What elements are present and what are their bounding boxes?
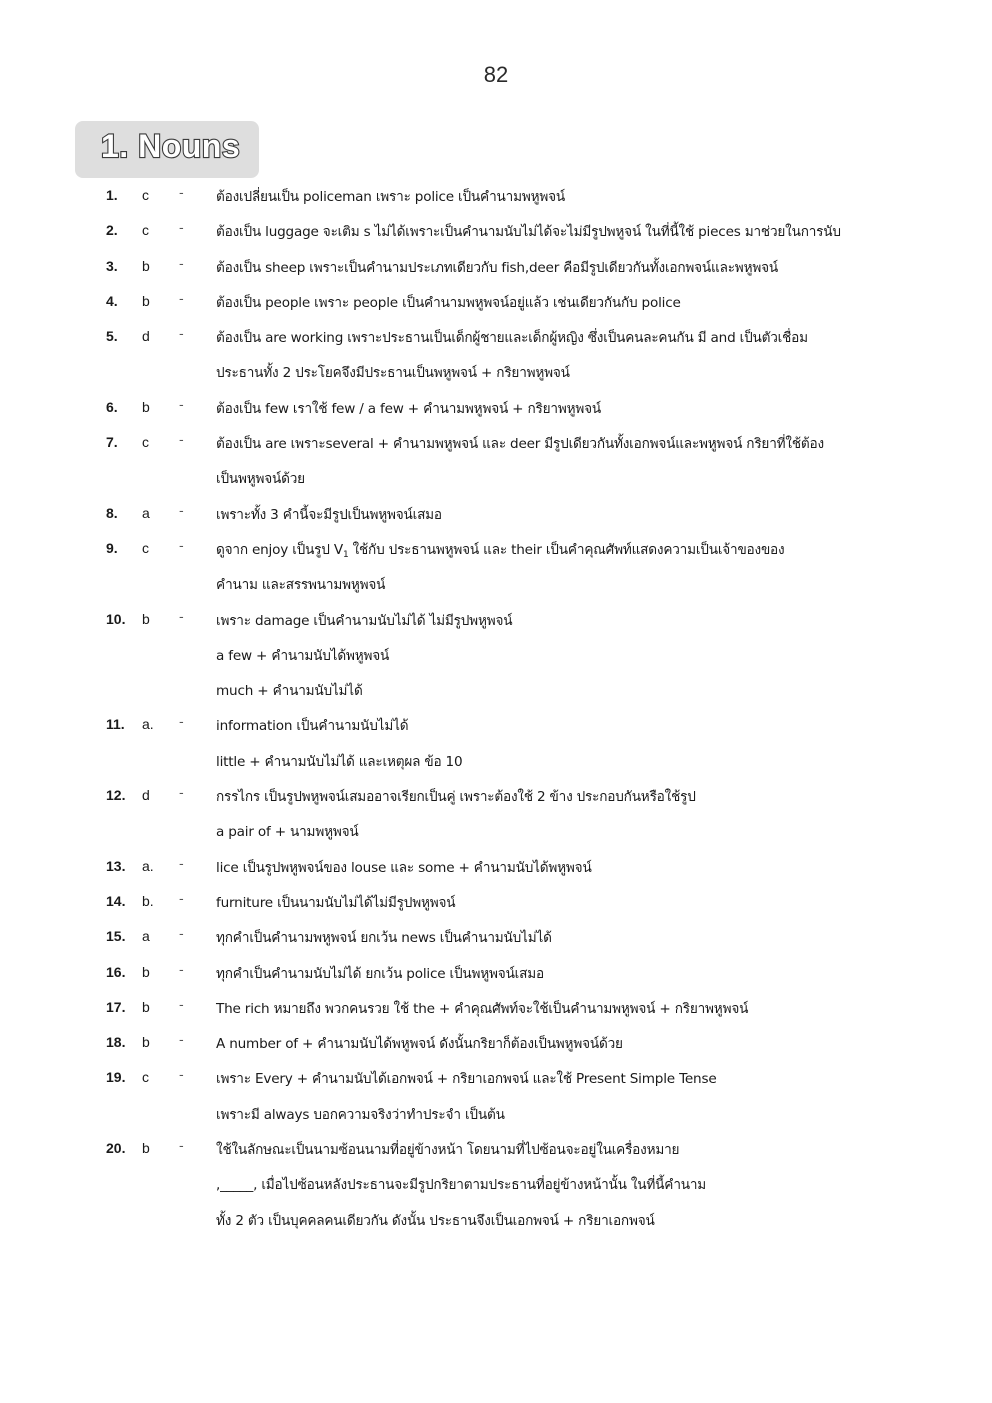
answer-choice: a xyxy=(142,504,150,521)
explanation-text: little + คำนามนับไม่ได้ และเหตุผล ข้อ 10 xyxy=(216,753,463,770)
answer-item xyxy=(0,1061,992,1096)
answer-item-continuation xyxy=(0,744,992,779)
dash-separator: - xyxy=(179,891,184,907)
explanation-text: ใช้ในลักษณะเป็นนามซ้อนนามที่อยู่ข้างหน้า โดยนามที่ไปซ้อนจะอยู่ในเครื่องหมาย xyxy=(216,1142,680,1159)
dash-separator: - xyxy=(179,962,184,978)
explanation-text: ต้องเป็น people เพราะ people เป็นคำนามพหูพจน์อยู่แล้ว เช่นเดียวกันกับ police xyxy=(216,294,681,311)
answer-number: 19. xyxy=(106,1069,126,1086)
answer-item-continuation xyxy=(0,1203,992,1238)
dash-separator: - xyxy=(179,221,184,237)
answer-number: 2. xyxy=(106,222,118,239)
explanation-text: a pair of + นามพหูพจน์ xyxy=(216,824,359,841)
explanation-text-part: ดูจาก enjoy เป็นรูป V xyxy=(216,541,343,558)
answer-number: 14. xyxy=(106,892,126,909)
answer-item-continuation xyxy=(0,1097,992,1132)
explanation-text: ต้องเป็น are เพราะseveral + คำนามพหูพจน์ และ deer มีรูปเดียวกันทั้งเอกพจน์และพหูพจน์ กริยาที่ใช้ต้อง xyxy=(216,436,824,453)
explanation-text: ทั้ง 2 ตัว เป็นบุคคลคนเดียวกัน ดังนั้น ประธานจึงเป็นเอกพจน์ + กริยาเอกพจน์ xyxy=(216,1212,655,1229)
explanation-text-part: ใช้กับ ประธานพหูพจน์ และ their เป็นคำคุณศัพท์แสดงความเป็นเจ้าของของ xyxy=(348,541,785,558)
dash-separator: - xyxy=(179,856,184,872)
answer-choice: a. xyxy=(142,857,154,874)
page-number: 82 xyxy=(483,62,509,87)
answer-item xyxy=(0,214,992,249)
answer-choice: b xyxy=(142,1034,150,1051)
answer-choice: b. xyxy=(142,892,154,909)
explanation-text xyxy=(216,538,784,560)
answer-choice: b xyxy=(142,292,150,309)
answer-item-continuation xyxy=(0,673,992,708)
answer-number: 6. xyxy=(106,398,118,415)
explanation-text: A number of + คำนามนับได้พหูพจน์ ดังนั้นกริยาก็ต้องเป็นพหูพจน์ด้วย xyxy=(216,1036,623,1053)
answer-choice: a. xyxy=(142,716,154,733)
answer-item-continuation xyxy=(0,1167,992,1202)
answer-item xyxy=(0,850,992,885)
answer-number: 3. xyxy=(106,257,118,274)
explanation-text: ต้องเป็น luggage จะเติม s ไม่ได้เพราะเป็นคำนามนับไม่ได้จะไม่มีรูปพหูจน์ ในที่นี้ใช้ pieces มาช่วยในการนับ xyxy=(216,224,841,241)
answer-item xyxy=(0,1132,992,1167)
explanation-text: ทุกคำเป็นคำนามพหูพจน์ ยกเว้น news เป็นคำนามนับไม่ได้ xyxy=(216,930,552,947)
answer-item xyxy=(0,179,992,214)
answer-number: 5. xyxy=(106,328,118,345)
answer-choice: c xyxy=(142,222,149,239)
answer-choice: d xyxy=(142,328,150,345)
dash-separator: - xyxy=(179,433,184,449)
answer-number: 1. xyxy=(106,187,118,203)
dash-separator: - xyxy=(179,256,184,272)
answer-number: 12. xyxy=(106,787,126,804)
section-title-badge xyxy=(75,121,259,178)
dash-separator: - xyxy=(179,327,184,343)
explanation-text: คำนาม และสรรพนามพหูพจน์ xyxy=(216,577,386,594)
explanation-text: ต้องเปลี่ยนเป็น policeman เพราะ police เป็นคำนามพหูพจน์ xyxy=(216,189,565,205)
answer-choice: b xyxy=(142,610,150,627)
dash-separator: - xyxy=(179,503,184,519)
explanation-text: ประธานทั้ง 2 ประโยคจึงมีประธานเป็นพหูพจน์ + กริยาพหูพจน์ xyxy=(216,365,570,382)
section-title: 1. Nouns xyxy=(101,128,241,164)
answer-choice: c xyxy=(142,434,149,451)
answer-item xyxy=(0,250,992,285)
subscript: 1 xyxy=(342,549,349,560)
explanation-text: ต้องเป็น few เราใช้ few / a few + คำนามพหูพจน์ + กริยาพหูพจน์ xyxy=(216,400,601,417)
answer-choice: c xyxy=(142,539,149,556)
dash-separator: - xyxy=(179,291,184,307)
dash-separator: - xyxy=(179,609,184,625)
answer-choice: b xyxy=(142,998,150,1015)
answer-item-continuation xyxy=(0,638,992,673)
answer-item xyxy=(0,426,992,461)
answer-item xyxy=(0,920,992,955)
explanation-text: เพราะมี always บอกความจริงว่าทำประจำ เป็นต้น xyxy=(216,1106,505,1123)
answer-number: 17. xyxy=(106,998,126,1015)
explanation-text: lice เป็นรูปพหูพจน์ของ louse และ some + คำนามนับได้พหูพจน์ xyxy=(216,859,592,876)
answer-item xyxy=(0,391,992,426)
dash-separator: - xyxy=(179,927,184,943)
dash-separator: - xyxy=(179,1033,184,1049)
answer-number: 13. xyxy=(106,857,126,874)
explanation-text: ต้องเป็น sheep เพราะเป็นคำนามประเภทเดียวกับ fish,deer คือมีรูปเดียวกันทั้งเอกพจน์และพหูพจน์ xyxy=(216,259,778,276)
answer-number: 10. xyxy=(106,610,126,627)
dash-separator: - xyxy=(179,186,184,201)
answer-item xyxy=(0,320,992,355)
answer-number: 18. xyxy=(106,1034,126,1051)
dash-separator: - xyxy=(179,786,184,802)
answer-number: 8. xyxy=(106,504,118,521)
answer-item-continuation xyxy=(0,814,992,849)
answer-item xyxy=(0,1026,992,1061)
answer-item xyxy=(0,497,992,532)
explanation-text: กรรไกร เป็นรูปพหูพจน์เสมออาจเรียกเป็นคู่ เพราะต้องใช้ 2 ข้าง ประกอบกันหรือใช้รูป xyxy=(216,789,696,806)
explanation-text: information เป็นคำนามนับไม่ได้ xyxy=(216,718,409,735)
explanation-text: เพราะ damage เป็นคำนามนับไม่ได้ ไม่มีรูปพหูพจน์ xyxy=(216,612,513,629)
answer-number: 7. xyxy=(106,434,118,451)
answer-item xyxy=(0,708,992,743)
explanation-text: เป็นพหูพจน์ด้วย xyxy=(216,471,305,488)
answer-choice: a xyxy=(142,928,150,945)
answer-choice: c xyxy=(142,1069,149,1086)
answer-choice: c xyxy=(142,187,149,203)
answer-choice: b xyxy=(142,398,150,415)
explanation-text: ทุกคำเป็นคำนามนับไม่ได้ ยกเว้น police เป็นพหูพจน์เสมอ xyxy=(216,965,544,982)
answer-item-continuation xyxy=(0,461,992,496)
answer-choice: b xyxy=(142,963,150,980)
answer-item xyxy=(0,956,992,991)
answer-item xyxy=(0,285,992,320)
explanation-text: a few + คำนามนับได้พหูพจน์ xyxy=(216,647,390,664)
answer-item xyxy=(0,779,992,814)
answer-choice: b xyxy=(142,1140,150,1157)
explanation-text: The rich หมายถึง พวกคนรวย ใช้ the + คำคุณศัพท์จะใช้เป็นคำนามพหูพจน์ + กริยาพหูพจน์ xyxy=(216,1000,749,1017)
answer-number: 16. xyxy=(106,963,126,980)
dash-separator: - xyxy=(179,997,184,1013)
dash-separator: - xyxy=(179,1068,184,1084)
answer-choice: d xyxy=(142,787,150,804)
dash-separator: - xyxy=(179,715,184,731)
answer-item xyxy=(0,991,992,1026)
answer-item xyxy=(0,603,992,638)
explanation-text: ,_____, เมื่อไปซ้อนหลังประธานจะมีรูปกริยาตามประธานที่อยู่ข้างหน้านั้น ในที่นี้คำนาม xyxy=(216,1177,707,1194)
answer-item-continuation xyxy=(0,355,992,390)
answer-choice: b xyxy=(142,257,150,274)
explanation-text: เพราะ Every + คำนามนับได้เอกพจน์ + กริยาเอกพจน์ และใช้ Present Simple Tense xyxy=(216,1071,717,1088)
answer-number: 20. xyxy=(106,1140,126,1157)
answer-item xyxy=(0,532,992,567)
dash-separator: - xyxy=(179,538,184,554)
answer-list xyxy=(0,179,992,1238)
answer-number: 4. xyxy=(106,292,118,309)
explanation-text: furniture เป็นนามนับไม่ได้ไม่มีรูปพหูพจน์ xyxy=(216,894,456,911)
explanation-text: ต้องเป็น are working เพราะประธานเป็นเด็กผู้ชายและเด็กผู้หญิง ซึ่งเป็นคนละคนกัน มี and เป็นตัวเชื่อม xyxy=(216,330,808,347)
explanation-text: เพราะทั้ง 3 คำนี้จะมีรูปเป็นพหูพจน์เสมอ xyxy=(216,506,442,523)
answer-item xyxy=(0,885,992,920)
dash-separator: - xyxy=(179,1139,184,1155)
answer-number: 11. xyxy=(106,716,125,733)
answer-item-continuation xyxy=(0,567,992,602)
explanation-text: much + คำนามนับไม่ได้ xyxy=(216,683,363,700)
answer-number: 15. xyxy=(106,928,126,945)
dash-separator: - xyxy=(179,397,184,413)
answer-number: 9. xyxy=(106,539,118,556)
